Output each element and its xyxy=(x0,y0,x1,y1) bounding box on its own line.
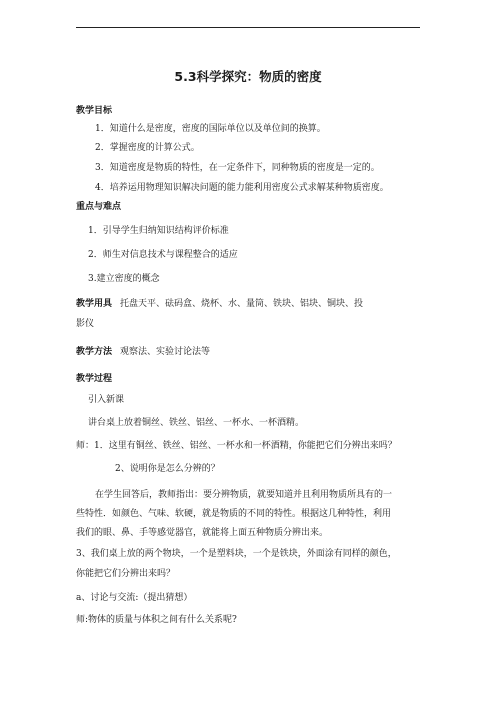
key-point-item: 1．引导学生归纳知识结构评价标准 xyxy=(88,226,229,236)
process-paragraph: 师:物体的质量与体积之间有什么关系呢? xyxy=(76,615,237,625)
method-heading: 教学方法 xyxy=(76,347,113,357)
process-paragraph: a、讨论与交流:（提出猜想） xyxy=(76,593,193,603)
tools-text-cont: 影仪 xyxy=(76,319,95,329)
process-paragraph: 我们的眼、鼻、手等感觉器官，就能将上面五种物质分辨出来。 xyxy=(76,528,329,538)
process-paragraph: 2、说明你是怎么分辨的？ xyxy=(115,464,220,474)
objective-item: 3．知道密度是物质的特性，在一定条件下，同种物质的密度是一定的。 xyxy=(95,163,380,173)
method-text: 观察法、实验讨论法等 xyxy=(120,347,211,357)
objective-item: 4．培养运用物理知识解决问题的能力能利用密度公式求解某种物质密度。 xyxy=(95,183,389,193)
key-point-item: 3.建立密度的概念 xyxy=(88,274,160,284)
header-rule xyxy=(76,27,420,28)
key-point-item: 2．师生对信息技术与课程整合的适应 xyxy=(88,250,238,260)
process-paragraph: 些特性．如颜色、气味、软硬，就是物质的不同的特性。根据这几种特性，利用 xyxy=(76,509,392,519)
process-paragraph: 讲台桌上放着铜丝、铁丝、铝丝、一杯水、一杯酒精。 xyxy=(88,418,305,428)
process-intro: 引入新课 xyxy=(88,395,125,405)
process-paragraph: 师：1．这里有铜丝、铁丝、铝丝、一杯水和一杯酒精，你能把它们分辨出来吗？ xyxy=(76,441,397,451)
tools-text: 托盘天平、砝码盒、烧杯、水、量筒、铁块、铝块、铜块、投 xyxy=(120,299,364,309)
process-heading: 教学过程 xyxy=(76,374,113,384)
page-title: 5.3科学探究：物质的密度 xyxy=(174,69,322,84)
objective-item: 1．知道什么是密度，密度的国际单位以及单位间的换算。 xyxy=(95,124,326,134)
method-line xyxy=(76,346,210,358)
process-paragraph: 你能把它们分辨出来吗？ xyxy=(76,569,176,579)
process-paragraph: 3、我们桌上放的两个物块，一个是塑料块，一个是铁块，外面涂有同样的颜色， xyxy=(76,549,397,559)
process-paragraph: 在学生回答后，教师指出：要分辨物质，就要知道并且利用物质所具有的一 xyxy=(95,490,393,500)
objectives-heading: 教学目标 xyxy=(76,106,113,116)
objective-item: 2．掌握密度的计算公式。 xyxy=(95,143,200,153)
tools-heading: 教学用具 xyxy=(76,299,113,309)
key-points-heading: 重点与难点 xyxy=(76,202,122,212)
tools-line xyxy=(76,298,363,310)
